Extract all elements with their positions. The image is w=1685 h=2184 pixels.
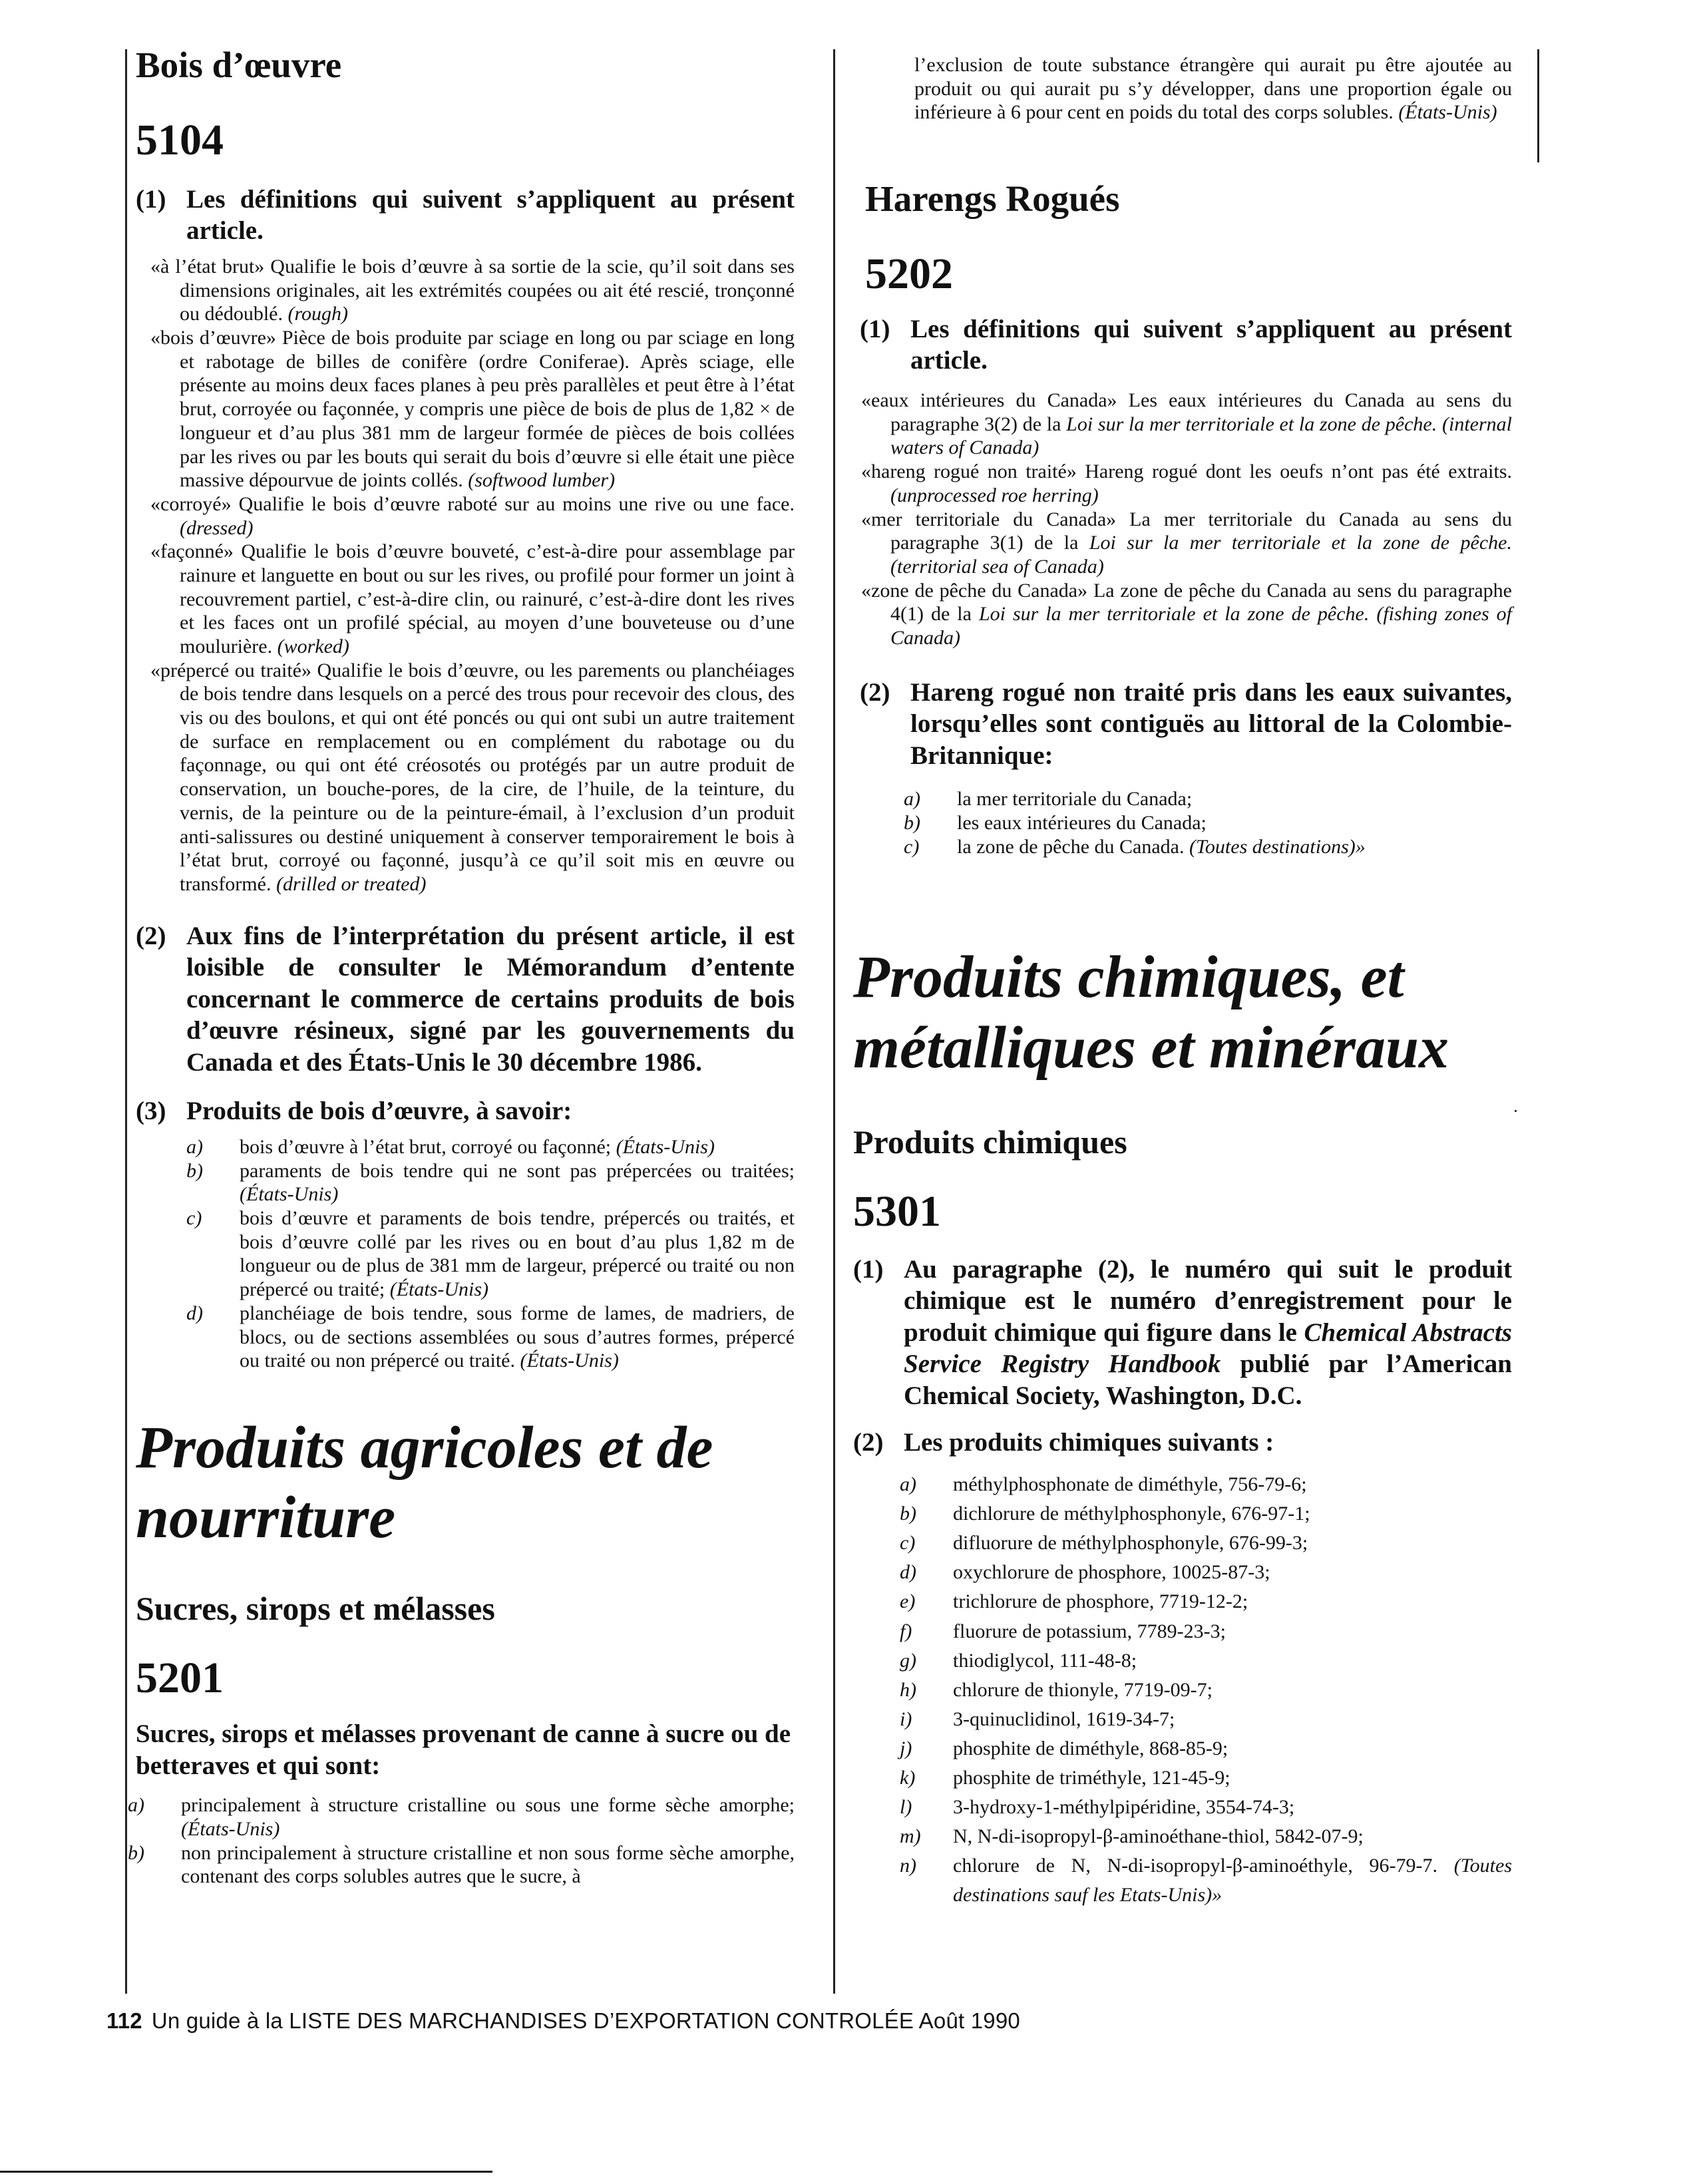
subsection-5104-2 xyxy=(136,920,795,1079)
item-letter: b) xyxy=(904,812,920,834)
definition-body: La mer territoriale du Canada au sens du paragraphe 3(1) de la xyxy=(890,508,1512,554)
item-text xyxy=(953,1734,1512,1763)
list-item xyxy=(186,1206,795,1302)
definition-body: Les eaux intérieures du Canada au sens du paragraphe 3(2) de la xyxy=(890,389,1512,435)
subsection-number: (2) xyxy=(860,677,890,707)
section-heading-bois: Bois d’œuvre xyxy=(136,45,342,85)
definition-entry xyxy=(861,508,1512,579)
item-destination: (Toutes destinations sauf les Etats-Unis)» xyxy=(953,1855,1512,1907)
definition-term: «à l’état brut» xyxy=(150,256,265,277)
item-text xyxy=(953,1646,1512,1676)
speck xyxy=(1515,1110,1517,1112)
list-item xyxy=(900,1851,1512,1910)
definition-body: Qualifie le bois d’œuvre raboté sur au moins une rive ou une face. xyxy=(231,492,795,515)
definition-entry xyxy=(150,540,795,658)
list-item xyxy=(900,1763,1512,1793)
item-text xyxy=(953,1763,1512,1793)
item-body: paraments de bois tendre qui ne sont pas prépercées ou traitées; xyxy=(240,1159,795,1182)
part-title-agricole: Produits agricoles et de nourriture xyxy=(136,1414,713,1551)
section-heading-harengs: Harengs Rogués xyxy=(865,178,1120,220)
continuation-text xyxy=(914,53,1512,124)
item-body: planchéiage de bois tendre, sous forme de lames, de madriers, de blocs, ou de sections assemblées ou sous d’autres formes, prépercé ou traité ou non prépercé ou traité. xyxy=(240,1302,795,1372)
item-body: phosphite de triméthyle, 121-45-9; xyxy=(953,1767,1230,1789)
definition-term: «bois d’œuvre» xyxy=(150,327,276,349)
item-destination: (États-Unis) xyxy=(181,1817,280,1840)
item-body: les eaux intérieures du Canada; xyxy=(957,812,1207,834)
law-title: Loi sur la mer territoriale et la zone de pêche. xyxy=(1089,532,1512,554)
subsection-number: (1) xyxy=(136,184,166,214)
item-body: principalement à structure cristalline ou sous une forme sèche amorphe; xyxy=(181,1794,795,1817)
item-body: chlorure de N, N-di-isopropyl-β-aminoéthyle, 96-79-7. xyxy=(953,1855,1454,1877)
item-text xyxy=(240,1302,795,1373)
item-text xyxy=(953,1529,1512,1558)
subsection-text: Les définitions qui suivent s’appliquent au présent article. xyxy=(186,184,795,246)
subsection-text: Les définitions qui suivent s’appliquent au présent article. xyxy=(910,314,1512,375)
section-heading-sucres: Sucres, sirops et mélasses xyxy=(136,1589,495,1627)
list-item xyxy=(128,1841,795,1889)
item-letter: d) xyxy=(186,1302,203,1324)
chemical-list-5301 xyxy=(900,1470,1512,1910)
subsection-5202-1 xyxy=(860,313,1512,377)
article-number-5104: 5104 xyxy=(136,116,224,165)
item-letter: l) xyxy=(900,1796,912,1819)
definition-term: «mer territoriale du Canada» xyxy=(861,508,1117,530)
definition-entry xyxy=(150,659,795,896)
item-body: trichlorure de phosphore, 7719-12-2; xyxy=(953,1590,1248,1613)
item-text xyxy=(953,1676,1512,1705)
article-number-5301: 5301 xyxy=(853,1187,941,1236)
item-text xyxy=(953,1499,1512,1529)
list-item xyxy=(900,1587,1512,1616)
definitions-5202 xyxy=(861,389,1512,650)
item-text xyxy=(240,1159,795,1206)
english-term: (softwood lumber) xyxy=(468,469,616,492)
definition-term: «façonné» xyxy=(150,540,234,563)
subsection-number: (1) xyxy=(853,1254,884,1284)
footer-text: Un guide à la LISTE DES MARCHANDISES D’EXPORTATION CONTROLÉE Août 1990 xyxy=(151,2008,1020,2033)
definition-entry xyxy=(150,255,795,326)
list-item xyxy=(186,1159,795,1206)
item-body: dichlorure de méthylphosphonyle, 676-97-1; xyxy=(953,1503,1310,1525)
item-body: bois d’œuvre à l’état brut, corroyé ou façonné; xyxy=(240,1136,616,1159)
law-title: Loi sur la mer territoriale et la zone de pêche. xyxy=(1066,413,1437,435)
list-item xyxy=(900,1676,1512,1705)
definition-body: Qualifie le bois d’œuvre bouveté, c’est-à-dire pour assemblage par rainure et languette en bout ou sur les rives, ou profilé pour former un joint à recouvrement partiel, c’est-à-dire clin, ou rainuré, c’est-à-dire dont les rives et les faces ont un profilé spécial, au moyen d’une bouveteuse ou d’une moulurière. xyxy=(180,540,795,657)
product-list-5201 xyxy=(128,1793,795,1889)
subsection-number: (2) xyxy=(853,1427,884,1457)
item-text xyxy=(181,1841,795,1889)
item-body: N, N-di-isopropyl-β-aminoéthane-thiol, 5842-07-9; xyxy=(953,1825,1364,1848)
subsection-text: Produits de bois d’œuvre, à savoir: xyxy=(186,1097,572,1126)
subsection-5202-2 xyxy=(860,677,1512,772)
definition-term: «zone de pêche du Canada» xyxy=(861,579,1088,602)
item-letter: a) xyxy=(904,788,920,811)
english-term: (rough) xyxy=(287,303,349,325)
article-number-5201: 5201 xyxy=(136,1653,224,1702)
english-term: (worked) xyxy=(277,636,349,657)
list-item xyxy=(904,811,1512,835)
item-letter: c) xyxy=(186,1207,202,1230)
definition-body: La zone de pêche du Canada au sens du paragraphe 4(1) de la xyxy=(890,579,1512,626)
definition-entry xyxy=(861,579,1512,650)
item-letter: d) xyxy=(900,1561,916,1584)
definition-entry xyxy=(861,460,1512,507)
subsection-number: (3) xyxy=(136,1097,166,1126)
item-letter: a) xyxy=(900,1473,916,1496)
item-text xyxy=(957,787,1512,811)
item-text xyxy=(957,835,1512,859)
item-body: thiodiglycol, 111-48-8; xyxy=(953,1649,1137,1672)
definition-entry xyxy=(150,326,795,492)
list-item xyxy=(900,1529,1512,1558)
item-text xyxy=(953,1822,1512,1851)
item-destination: (États-Unis) xyxy=(240,1183,339,1206)
subsection-number: (1) xyxy=(860,314,890,343)
item-letter: a) xyxy=(186,1136,203,1159)
center-column-rule xyxy=(833,49,835,1994)
item-body: 3-hydroxy-1-méthylpipéridine, 3554-74-3; xyxy=(953,1796,1295,1819)
item-body: phosphite de diméthyle, 868-85-9; xyxy=(953,1737,1228,1759)
item-body: méthylphosphonate de diméthyle, 756-79-6; xyxy=(953,1473,1307,1496)
footer-rule xyxy=(0,2171,492,2173)
item-destination: (États-Unis) xyxy=(389,1278,489,1301)
english-term: (fishing zones of Canada) xyxy=(890,603,1512,649)
right-column xyxy=(853,53,1512,1910)
continuation-body: l’exclusion de toute substance étrangère qui aurait pu être ajoutée au produit ou qui aurait pu s’y développer, dans une proportion égale ou inférieure à 6 pour cent en poids du total des corps solubles. xyxy=(914,54,1512,124)
subsection-text: Les produits chimiques suivants : xyxy=(904,1427,1274,1457)
item-letter: k) xyxy=(900,1767,916,1789)
subsection-5104-3 xyxy=(136,1095,795,1127)
item-text xyxy=(953,1587,1512,1616)
subsection-text-a: Au paragraphe (2), le numéro qui suit le produit chimique est le numéro d’enregistrement pour le produit chimique qui figure dans le xyxy=(904,1254,1512,1347)
item-text xyxy=(953,1617,1512,1646)
item-text xyxy=(953,1793,1512,1822)
item-letter: b) xyxy=(900,1503,916,1525)
list-item xyxy=(900,1646,1512,1676)
item-body: oxychlorure de phosphore, 10025-87-3; xyxy=(953,1561,1270,1584)
item-destination: (États-Unis) xyxy=(520,1350,619,1372)
definition-body: Hareng rogué dont les oeufs n’ont pas été extraits. xyxy=(1076,460,1512,483)
article-5201-lead: Sucres, sirops et mélasses provenant de canne à sucre ou de betteraves et qui sont: xyxy=(136,1720,791,1780)
list-item xyxy=(900,1558,1512,1587)
item-letter: f) xyxy=(900,1620,912,1642)
english-term: (drilled or treated) xyxy=(276,872,427,895)
list-item xyxy=(900,1617,1512,1646)
item-text xyxy=(957,811,1512,835)
product-list-5104 xyxy=(186,1135,795,1373)
definition-body: Qualifie le bois d’œuvre à sa sortie de la scie, qu’il soit dans ses dimensions originales, ait les extrémités coupées ou ait été rescié, tronçonné ou dédoublé. xyxy=(180,256,795,325)
page-number: 112 xyxy=(106,2008,142,2033)
left-column xyxy=(128,45,795,1889)
definition-term: «prépercé ou traité» xyxy=(150,659,311,681)
item-body: la zone de pêche du Canada. xyxy=(957,835,1189,858)
subsection-5104-1 xyxy=(136,184,795,247)
subsection-number: (2) xyxy=(136,921,166,950)
item-text xyxy=(953,1705,1512,1734)
item-text xyxy=(240,1206,795,1302)
definition-term: «eaux intérieures du Canada» xyxy=(861,389,1117,412)
item-body: bois d’œuvre et paraments de bois tendre, prépercés ou traités, et bois d’œuvre collé par les rives ou en bout d’au plus 1,82 m de longueur ou de plus de 381 mm de largeur, prépercé ou traité ou non prépercé ou traité; xyxy=(240,1207,795,1301)
handbook-title: Chemical Abstracts Service Registry Handbook xyxy=(904,1318,1512,1379)
subsection-5301-2 xyxy=(853,1427,1512,1459)
list-item xyxy=(128,1793,795,1841)
item-letter: a) xyxy=(128,1794,144,1817)
definition-entry xyxy=(150,492,795,540)
list-item xyxy=(186,1135,795,1159)
item-text xyxy=(240,1135,795,1159)
subsection-text-b: publié par l’American Chemical Society, Washington, D.C. xyxy=(904,1350,1512,1410)
list-item xyxy=(900,1793,1512,1822)
item-body: difluorure de méthylphosphonyle, 676-99-3; xyxy=(953,1532,1308,1554)
left-column-rule xyxy=(125,49,127,1994)
definition-body: Qualifie le bois d’œuvre, ou les parements ou planchéiages de bois tendre dans lesquels on a percé des trous pour recevoir des clous, des vis ou des boulons, et qui ont été poncés ou qui ont subi un autre traitement de surface en remplacement ou en complément du rabotage ou du façonnage, ou qui ont été créosotés ou protégés par un autre produit de conservation, un bouche-pores, de la cire, de l’huile, de la teinture, du vernis, de la peinture ou de la peinture-émail, à l’exclusion d’un produit anti-salissures ou destiné uniquement à conserver temporairement le bois à l’état brut, corroyé ou façonné, jusqu’à ce qu’il soit mis en œuvre ou transformé. xyxy=(180,659,795,895)
law-title: Loi sur la mer territoriale et la zone de pêche. xyxy=(978,603,1370,626)
part-title-chimiques: Produits chimiques, et métalliques et minéraux xyxy=(853,944,1449,1081)
subsection-5301-1 xyxy=(853,1254,1512,1412)
definitions-5104 xyxy=(150,255,795,896)
item-letter: c) xyxy=(904,835,920,858)
item-letter: m) xyxy=(900,1825,921,1848)
item-letter: h) xyxy=(900,1678,916,1701)
subsection-text: Hareng rogué non traité pris dans les eaux suivantes, lorsqu’elles sont contiguës au littoral de la Colombie-Britannique: xyxy=(910,677,1512,770)
water-list-5202 xyxy=(904,787,1512,858)
definition-term: «hareng rogué non traité» xyxy=(861,460,1077,483)
item-letter: b) xyxy=(186,1159,203,1182)
item-letter: i) xyxy=(900,1708,912,1730)
article-number-5202: 5202 xyxy=(865,250,953,299)
item-destination: (États-Unis) xyxy=(616,1136,715,1159)
item-destination: (Toutes destinations)» xyxy=(1189,835,1366,858)
item-letter: g) xyxy=(900,1649,916,1672)
item-letter: n) xyxy=(900,1855,916,1877)
list-item xyxy=(900,1822,1512,1851)
item-letter: j) xyxy=(900,1737,912,1759)
item-body: 3-quinuclidinol, 1619-34-7; xyxy=(953,1708,1175,1730)
item-letter: c) xyxy=(900,1532,916,1554)
list-item xyxy=(904,835,1512,859)
continuation-destination: (États-Unis) xyxy=(1398,101,1497,124)
english-term: (internal waters of Canada) xyxy=(890,413,1512,459)
item-body: chlorure de thionyle, 7719-09-7; xyxy=(953,1678,1213,1701)
right-column-rule xyxy=(1537,49,1539,162)
item-body: la mer territoriale du Canada; xyxy=(957,788,1193,811)
list-item xyxy=(186,1302,795,1373)
item-text xyxy=(953,1558,1512,1587)
english-term: (territorial sea of Canada) xyxy=(890,555,1104,578)
list-item xyxy=(900,1499,1512,1529)
list-item xyxy=(900,1470,1512,1499)
list-item xyxy=(904,787,1512,811)
item-text xyxy=(953,1851,1512,1910)
section-heading-chimiques: Produits chimiques xyxy=(853,1123,1127,1161)
subsection-text xyxy=(904,1254,1512,1412)
english-term: (unprocessed roe herring) xyxy=(890,484,1099,506)
page-footer xyxy=(106,2008,1020,2034)
item-letter: b) xyxy=(128,1841,144,1864)
list-item xyxy=(900,1705,1512,1734)
definition-term: «corroyé» xyxy=(150,492,232,515)
definition-body: Pièce de bois produite par sciage en long ou par sciage en long et rabotage de billes de conifère (ordre Coniferae). Après sciage, elle présente au moins deux faces planes à peu près parallèles et peut être à l’état brut, corroyée ou façonnée, y compris une pièce de bois de plus de 1,82 × de longueur et d’au plus 381 mm de largeur formée de pièces de bois collées par les rives ou par les bouts qui serait du bois d’œuvre si elle était une pièce massive dépourvue de joints collés. xyxy=(180,327,795,492)
item-body: fluorure de potassium, 7789-23-3; xyxy=(953,1620,1226,1642)
item-text xyxy=(181,1793,795,1841)
item-text xyxy=(953,1470,1512,1499)
definition-entry xyxy=(861,389,1512,460)
item-body: non principalement à structure cristalline et non sous forme sèche amorphe, contenant des corps solubles autres que le sucre, à xyxy=(181,1841,795,1888)
item-letter: e) xyxy=(900,1590,916,1613)
english-term: (dressed) xyxy=(180,516,254,539)
subsection-text: Aux fins de l’interprétation du présent article, il est loisible de consulter le Mémorandum d’entente concernant le commerce de certains produits de bois d’œuvre résineux, signé par les gouvernements du Canada et des États-Unis le 30 décembre 1986. xyxy=(186,921,795,1077)
list-item xyxy=(900,1734,1512,1763)
